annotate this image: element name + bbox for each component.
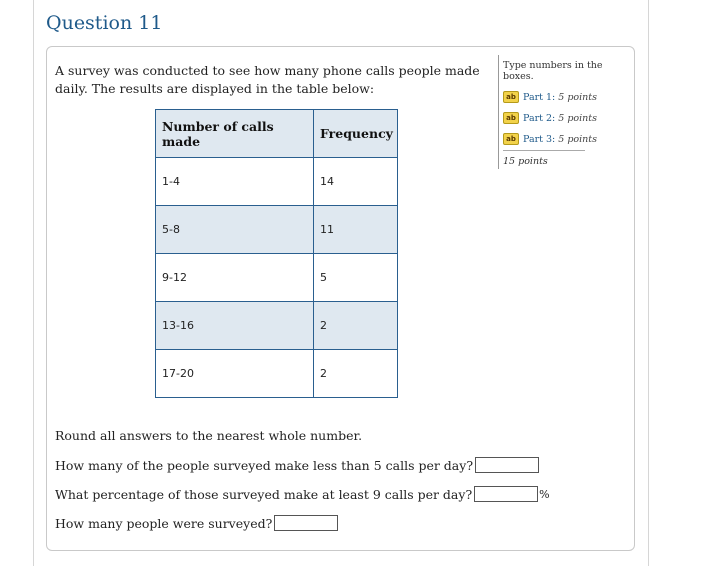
table-cell-range: 1-4 bbox=[156, 158, 314, 206]
total-points: 15 points bbox=[503, 156, 548, 167]
ab-pencil-icon: ab bbox=[503, 91, 519, 103]
question-text: What percentage of those surveyed make at least 9 calls per day? bbox=[55, 486, 473, 502]
rounding-note: Round all answers to the nearest whole number. bbox=[55, 428, 363, 443]
sidebar-part-2[interactable] bbox=[503, 112, 620, 124]
table-cell-range: 9-12 bbox=[156, 254, 314, 302]
page-border-right bbox=[648, 0, 649, 566]
question-part-2 bbox=[55, 486, 550, 502]
part-points: 5 points bbox=[558, 91, 597, 103]
question-title: Question 11 bbox=[46, 12, 163, 34]
part-points: 5 points bbox=[558, 133, 597, 145]
table-row bbox=[156, 254, 398, 302]
table-cell-frequency: 5 bbox=[314, 254, 398, 302]
percent-suffix: % bbox=[539, 487, 550, 501]
answer-input-3[interactable] bbox=[274, 515, 338, 531]
table-row bbox=[156, 206, 398, 254]
table-cell-range: 17-20 bbox=[156, 350, 314, 398]
table-row bbox=[156, 350, 398, 398]
question-part-1 bbox=[55, 457, 539, 473]
question-text: How many people were surveyed? bbox=[55, 515, 273, 531]
points-sidebar bbox=[498, 55, 620, 169]
answer-input-2[interactable] bbox=[474, 486, 538, 502]
table-cell-range: 13-16 bbox=[156, 302, 314, 350]
sidebar-instruction: Type numbers in the boxes. bbox=[503, 60, 603, 82]
table-cell-frequency: 14 bbox=[314, 158, 398, 206]
table-cell-frequency: 2 bbox=[314, 302, 398, 350]
table-header-calls: Number of calls made bbox=[156, 110, 314, 158]
table-row bbox=[156, 302, 398, 350]
page-border-left bbox=[33, 0, 34, 566]
question-part-3 bbox=[55, 515, 338, 531]
question-prompt: A survey was conducted to see how many phone calls people made daily. The results are displayed in the table below: bbox=[55, 63, 480, 96]
question-text: How many of the people surveyed make less than 5 calls per day? bbox=[55, 457, 474, 473]
ab-pencil-icon: ab bbox=[503, 133, 519, 145]
table-cell-range: 5-8 bbox=[156, 206, 314, 254]
table-row bbox=[156, 158, 398, 206]
sidebar-part-1[interactable] bbox=[503, 91, 620, 103]
sidebar-part-3[interactable] bbox=[503, 133, 620, 145]
part-points: 5 points bbox=[558, 112, 597, 124]
table-header-row bbox=[156, 110, 398, 158]
frequency-table bbox=[155, 109, 398, 398]
ab-pencil-icon: ab bbox=[503, 112, 519, 124]
table-cell-frequency: 2 bbox=[314, 350, 398, 398]
sidebar-divider bbox=[503, 150, 585, 151]
part-label: Part 1: bbox=[523, 91, 556, 103]
part-label: Part 2: bbox=[523, 112, 556, 124]
table-header-frequency: Frequency bbox=[314, 110, 398, 158]
answer-input-1[interactable] bbox=[475, 457, 539, 473]
table-cell-frequency: 11 bbox=[314, 206, 398, 254]
part-label: Part 3: bbox=[523, 133, 556, 145]
